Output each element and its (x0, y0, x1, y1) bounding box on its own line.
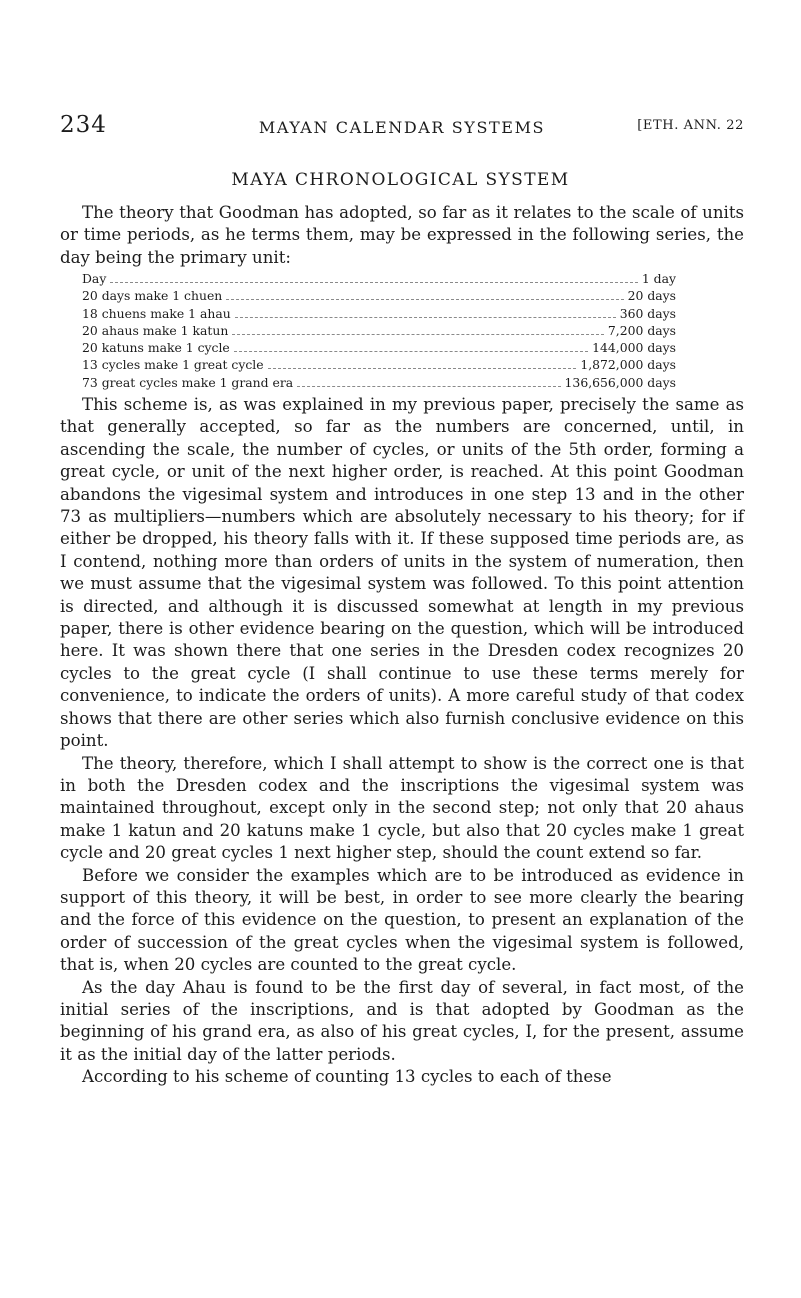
section-title: MAYA CHRONOLOGICAL SYSTEM (231, 170, 570, 190)
unit-label: 20 days make 1 chuen (82, 288, 223, 304)
units-row (82, 270, 676, 287)
unit-label: 18 chuens make 1 ahau (82, 305, 231, 321)
units-row (82, 339, 676, 356)
body-paragraph: According to his scheme of counting 13 cycles to each of these (82, 1067, 612, 1087)
intro-paragraph: The theory that Goodman has adopted, so far as it relates to the scale of units or time periods, as he terms them, may be expressed in the following series, the day being the primary unit: (60, 203, 744, 267)
running-title: MAYAN CALENDAR SYSTEMS (258, 118, 546, 137)
dot-leader (232, 333, 604, 335)
page-number: 234 (60, 112, 107, 138)
unit-label: 13 cycles make 1 great cycle (82, 357, 264, 373)
dot-leader (234, 350, 588, 352)
dot-leader (110, 281, 638, 283)
unit-label: 20 katuns make 1 cycle (82, 340, 230, 356)
units-row (82, 305, 676, 322)
unit-value: 144,000 days (592, 340, 676, 356)
unit-value: 1 day (641, 271, 676, 286)
running-head (60, 112, 744, 142)
dot-leader (226, 298, 623, 300)
unit-value: 20 days (627, 288, 676, 304)
unit-label: 20 ahaus make 1 katun (82, 322, 229, 338)
time-units-table (82, 270, 676, 391)
units-row (82, 322, 676, 339)
dot-leader (268, 367, 577, 369)
units-row (82, 287, 676, 304)
body-paragraph: Before we consider the examples which are to be introduced as evidence in support of this theory, it will be best, in order to see more clearly the bearing and the force of this evidence on the question, to present an explanation of the order of succession of the great cycles when the vigesimal system is followed, that is, when 20 cycles are counted to the great cycle. (60, 865, 744, 975)
intro-paragraph-block (60, 202, 744, 269)
body-paragraph: As the day Ahau is found to be the first day of several, in fact most, of the initial series of the inscriptions, and is that adopted by Goodman as the beginning of his grand era, as also of his great cycles, I, for the present, assume it as the initial day of the latter periods. (60, 977, 744, 1064)
unit-label: 73 great cycles make 1 grand era (82, 374, 294, 390)
unit-label: Day (82, 271, 107, 286)
body-paragraph: This scheme is, as was explained in my previous paper, precisely the same as that generally accepted, so far as the numbers are concerned, until, in ascending the scale, the number of cycles, or units of the 5th order, forming a great cycle, or unit of the next higher order, is reached. At this point Goodman abandons the vigesimal system and introduces in one step 13 and in the other 73 as multipliers—numbers which are absolutely necessary to his theory; for if either be dropped, his theory falls with it. If these supposed time periods are, as I contend, nothing more than orders of units in the system of numeration, then we must assume that the vigesimal system was followed. To this point attention is directed, and although it is discussed somewhat at length in my previous paper, there is other evidence bearing on the question, which will be introduced here. It was shown there that one series in the Dresden codex recognizes 20 cycles to the great cycle (I shall continue to use these terms merely for convenience, to indicate the orders of units). A more careful study of that codex shows that there are other series which also furnish conclusive evidence on this point. (60, 395, 744, 751)
units-row (82, 356, 676, 373)
volume-reference: [ETH. ANN. 22 (637, 118, 744, 133)
body-paragraph: The theory, therefore, which I shall attempt to show is the correct one is that in both the Dresden codex and the inscriptions the vigesimal system was maintained throughout, except only in the second step; not only that 20 ahaus make 1 katun and 20 katuns make 1 cycle, but also that 20 cycles make 1 great cycle and 20 great cycles 1 next higher step, should the count extend so far. (60, 753, 744, 863)
unit-value: 136,656,000 days (564, 374, 676, 390)
unit-value: 7,200 days (607, 322, 676, 338)
dot-leader (235, 316, 616, 318)
main-text (60, 394, 744, 1089)
units-row (82, 374, 676, 391)
unit-value: 1,872,000 days (580, 357, 676, 373)
dot-leader (297, 385, 560, 387)
unit-value: 360 days (619, 305, 676, 321)
